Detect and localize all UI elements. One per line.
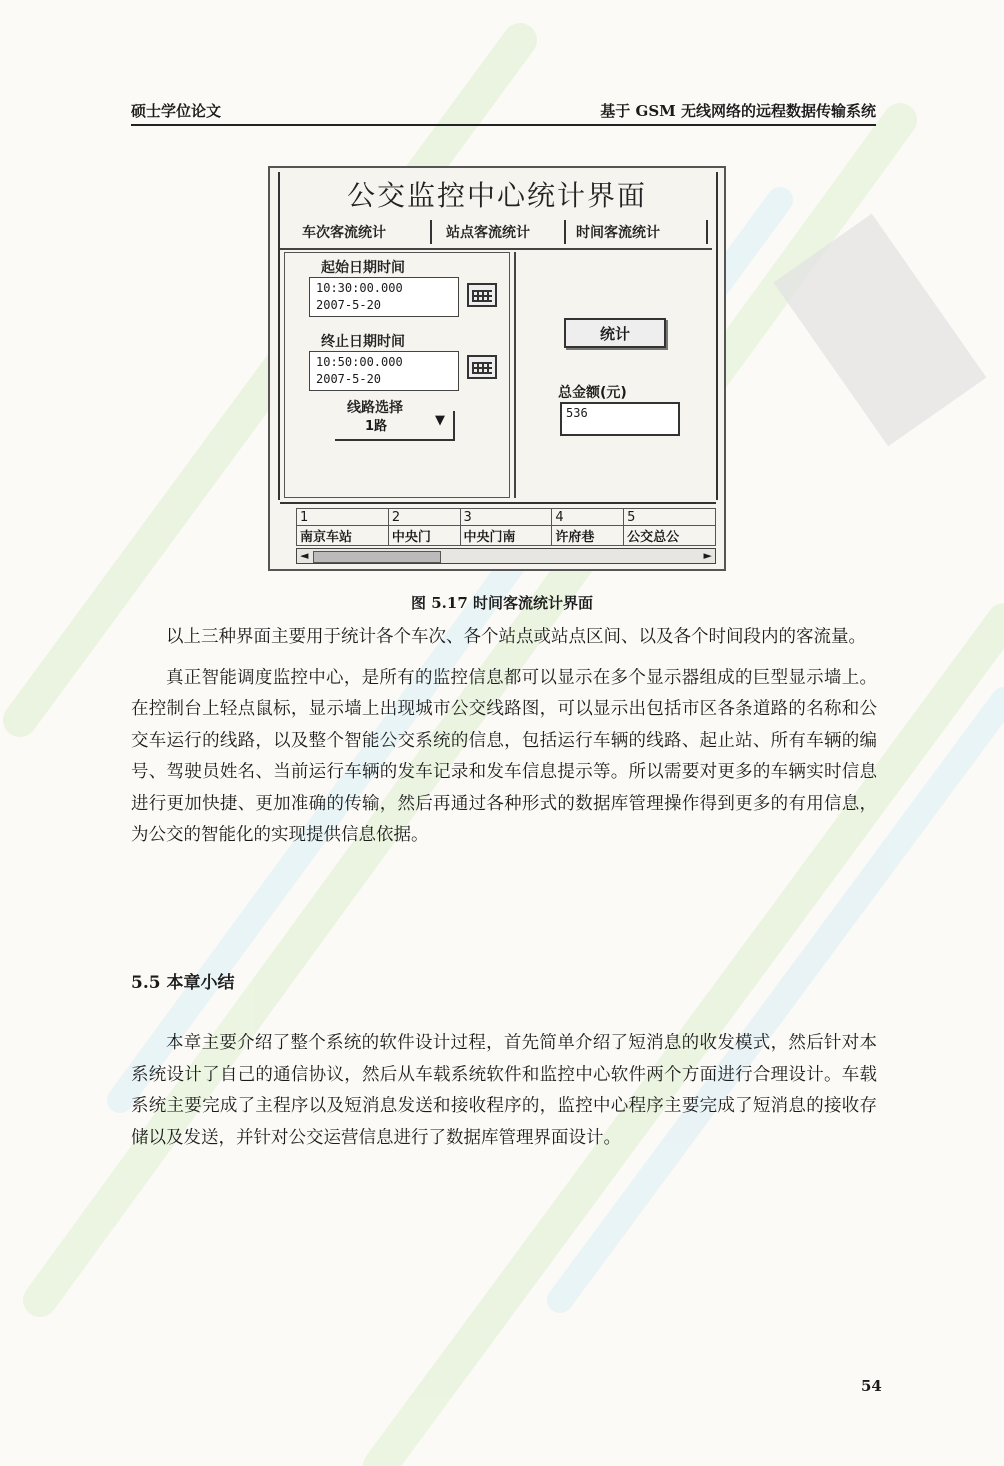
tab-separator <box>706 220 708 244</box>
header-rule <box>131 124 876 126</box>
app-title: 公交监控中心统计界面 <box>346 179 647 212</box>
header-thesis-type: 硕士学位论文 <box>131 102 222 120</box>
paragraph: 真正智能调度监控中心，是所有的监控信息都可以显示在多个显示器组成的巨型显示墙上。在控制台上轻点鼠标，显示墙上出现城市公交线路图，可以显示出包括市区各条道路的名称和公交车运行的线路，以及整个智能公交系统的信息，包括运行车辆的线路、起止站、所有车辆的编号、驾驶员姓名、当前运行车辆的发车记录和发车信息提示等。所以需要对更多的车辆实时信息进行更加快捷、更加准确的传输，然后再通过各种形式的数据库管理操作得到更多的有用信息，为公交的智能化的实现提供信息依据。 <box>131 667 877 845</box>
time-range-panel <box>284 252 510 498</box>
table-cell: 公交总公 <box>624 526 716 546</box>
figure-caption: 图 5.17 时间客流统计界面 <box>411 594 593 612</box>
table-row <box>297 509 716 526</box>
statistics-button[interactable]: 统计 <box>564 318 666 348</box>
start-datetime-label: 起始日期时间 <box>321 260 405 276</box>
tab-trip-flow[interactable]: 车次客流统计 <box>302 225 386 241</box>
header-thesis-title: 基于 GSM 无线网络的远程数据传输系统 <box>600 102 876 120</box>
end-datetime-label: 终止日期时间 <box>321 334 405 350</box>
end-date-value: 2007-5-20 <box>316 372 382 386</box>
end-datetime-field[interactable] <box>309 351 459 391</box>
table-cell: 5 <box>624 509 716 526</box>
station-table <box>296 508 716 546</box>
tab-time-flow[interactable]: 时间客流统计 <box>576 225 660 241</box>
page-number: 54 <box>861 1377 882 1395</box>
route-select-label: 线路选择 <box>347 400 403 416</box>
calendar-icon[interactable] <box>467 355 497 379</box>
table-cell: 许府巷 <box>552 526 624 546</box>
body-text-bottom <box>131 1028 877 1154</box>
table-cell: 中央门 <box>388 526 460 546</box>
paragraph: 本章主要介绍了整个系统的软件设计过程，首先简单介绍了短消息的收发模式，然后针对本系统设计了自己的通信协议，然后从车载系统软件和监控中心软件两个方面进行合理设计。车载系统主要完成了主程序以及短消息发送和接收程序的，监控中心程序主要完成了短消息的接收存储以及发送，并针对公交运营信息进行了数据库管理界面设计。 <box>131 1033 877 1148</box>
paragraph: 以上三种界面主要用于统计各个车次、各个站点或站点区间、以及各个时间段内的客流量。 <box>166 627 866 647</box>
station-grid <box>280 502 716 570</box>
route-select[interactable] <box>335 411 455 441</box>
horizontal-scrollbar[interactable] <box>296 548 716 564</box>
calendar-icon[interactable] <box>467 283 497 307</box>
end-time-value: 10:50:00.000 <box>316 355 403 369</box>
start-date-value: 2007-5-20 <box>316 298 382 312</box>
tab-separator <box>430 220 432 244</box>
arrow-right-icon[interactable]: ► <box>703 549 712 562</box>
tab-station-flow[interactable]: 站点客流统计 <box>446 225 530 241</box>
route-select-value: 1路 <box>365 419 388 434</box>
table-row <box>297 526 716 546</box>
chevron-down-icon: ▼ <box>435 413 445 428</box>
result-panel <box>514 252 710 498</box>
total-amount-label: 总金额(元) <box>558 385 627 401</box>
table-cell: 南京车站 <box>297 526 389 546</box>
start-datetime-field[interactable] <box>309 277 459 317</box>
scrollbar-thumb[interactable] <box>313 551 441 563</box>
tab-bar <box>280 218 712 250</box>
total-amount-field[interactable]: 536 <box>560 402 680 436</box>
table-cell: 4 <box>552 509 624 526</box>
body-text-top <box>131 622 877 852</box>
section-heading: 5.5 本章小结 <box>131 973 235 993</box>
running-header <box>131 100 876 122</box>
start-time-value: 10:30:00.000 <box>316 281 403 295</box>
arrow-left-icon[interactable]: ◄ <box>300 549 309 562</box>
table-cell: 1 <box>297 509 389 526</box>
table-cell: 中央门南 <box>460 526 552 546</box>
tab-separator <box>564 220 566 244</box>
table-cell: 2 <box>388 509 460 526</box>
figure-screenshot <box>268 166 726 571</box>
table-cell: 3 <box>460 509 552 526</box>
